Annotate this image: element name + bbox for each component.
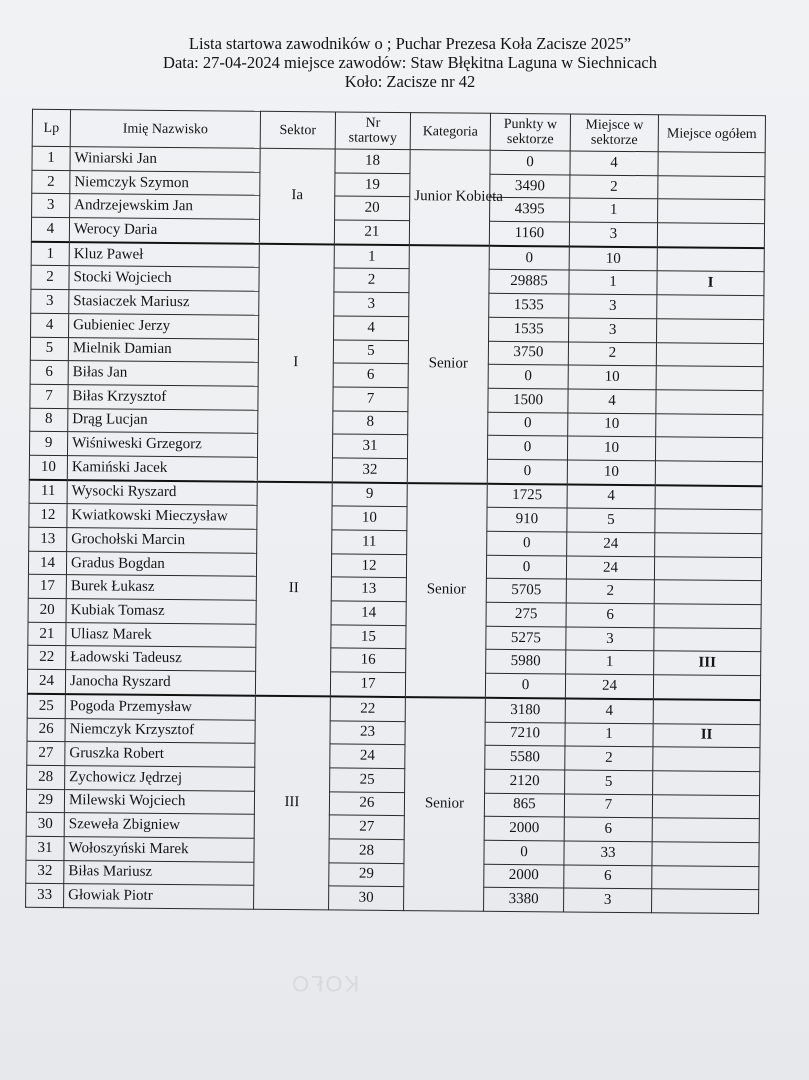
cell-lp: 10 bbox=[29, 455, 67, 480]
cell-place-overall bbox=[655, 485, 762, 510]
cell-lp: 13 bbox=[29, 527, 67, 551]
cell-name: Mielnik Damian bbox=[68, 337, 258, 362]
cell-lp: 20 bbox=[28, 598, 66, 622]
cell-place-overall bbox=[654, 580, 761, 605]
cell-name: Janocha Ryszard bbox=[65, 670, 255, 696]
cell-place-overall: I bbox=[657, 271, 764, 296]
cell-place-sector: 24 bbox=[566, 556, 654, 580]
cell-name: Gubieniec Jerzy bbox=[69, 313, 259, 338]
cell-points: 5580 bbox=[485, 745, 565, 769]
cell-number: 16 bbox=[331, 648, 406, 672]
cell-place-sector: 7 bbox=[564, 794, 652, 818]
cell-name: Winiarski Jan bbox=[70, 147, 260, 172]
cell-name: Uliasz Marek bbox=[66, 622, 256, 647]
cell-place-sector: 5 bbox=[567, 508, 655, 532]
cell-place-overall bbox=[652, 794, 759, 819]
cell-place-overall bbox=[655, 509, 762, 534]
cell-points: 1535 bbox=[489, 317, 569, 341]
cell-place-overall bbox=[653, 747, 760, 772]
cell-place-overall bbox=[658, 175, 765, 200]
header-club: Koło: Zacisze nr 42 bbox=[344, 72, 476, 91]
cell-place-overall bbox=[656, 366, 763, 391]
cell-place-sector: 24 bbox=[565, 674, 653, 699]
cell-number: 19 bbox=[335, 173, 410, 197]
cell-name: Stocki Wojciech bbox=[69, 266, 259, 291]
cell-number: 32 bbox=[332, 458, 407, 483]
cell-place-overall: II bbox=[653, 723, 760, 748]
cell-number: 15 bbox=[331, 625, 406, 649]
cell-place-overall bbox=[652, 818, 759, 843]
cell-number: 29 bbox=[329, 863, 404, 887]
cell-place-sector: 5 bbox=[565, 770, 653, 794]
cell-lp: 3 bbox=[31, 289, 69, 313]
cell-place-sector: 3 bbox=[566, 627, 654, 651]
cell-place-overall bbox=[657, 247, 764, 272]
cell-points: 1500 bbox=[488, 388, 568, 412]
cell-place-sector: 1 bbox=[569, 270, 657, 294]
cell-lp: 22 bbox=[28, 646, 66, 670]
cell-place-sector: 4 bbox=[568, 389, 656, 413]
cell-sector: Ia bbox=[259, 148, 335, 244]
cell-points: 0 bbox=[488, 364, 568, 388]
cell-lp: 4 bbox=[31, 313, 69, 337]
cell-number: 24 bbox=[330, 744, 405, 768]
cell-lp: 28 bbox=[27, 765, 65, 789]
cell-lp: 7 bbox=[30, 384, 68, 408]
cell-place-sector: 2 bbox=[568, 341, 656, 365]
cell-place-sector: 3 bbox=[569, 222, 657, 247]
cell-points: 0 bbox=[486, 555, 566, 579]
cell-lp: 21 bbox=[28, 622, 66, 646]
cell-name: Głowiak Piotr bbox=[64, 884, 254, 909]
cell-name: Werocy Daria bbox=[69, 218, 259, 244]
cell-name: Kamiński Jacek bbox=[67, 456, 257, 482]
table-body bbox=[26, 146, 766, 913]
cell-lp: 6 bbox=[30, 360, 68, 384]
cell-number: 26 bbox=[329, 791, 404, 815]
cell-points: 5705 bbox=[486, 579, 566, 603]
cell-name: Biłas Krzysztof bbox=[68, 384, 258, 409]
cell-name: Milewski Wojciech bbox=[64, 789, 254, 814]
cell-place-overall bbox=[656, 413, 763, 438]
cell-place-sector: 2 bbox=[570, 175, 658, 199]
cell-number: 2 bbox=[334, 268, 409, 292]
col-header-lp: Lp bbox=[32, 109, 70, 146]
cell-number: 3 bbox=[334, 292, 409, 316]
cell-name: Wiśniweski Grzegorz bbox=[67, 432, 257, 457]
cell-number: 4 bbox=[334, 316, 409, 340]
cell-name: Wysocki Ryszard bbox=[67, 480, 257, 506]
cell-number: 25 bbox=[330, 768, 405, 792]
cell-points: 3490 bbox=[490, 174, 570, 198]
cell-number: 6 bbox=[333, 363, 408, 387]
cell-points: 3750 bbox=[488, 341, 568, 365]
col-header-place-sector: Miejsce w sektorze bbox=[570, 114, 658, 152]
cell-place-overall bbox=[655, 437, 762, 462]
cell-number: 14 bbox=[331, 601, 406, 625]
cell-points: 3180 bbox=[485, 698, 565, 723]
cell-category: Senior bbox=[407, 245, 489, 484]
cell-points: 1535 bbox=[489, 293, 569, 317]
cell-number: 23 bbox=[330, 720, 405, 744]
cell-number: 18 bbox=[335, 149, 410, 173]
cell-name: Biłas Mariusz bbox=[64, 860, 254, 885]
cell-lp: 17 bbox=[28, 575, 66, 599]
cell-place-sector: 1 bbox=[565, 722, 653, 746]
col-header-place-overall: Miejsce ogółem bbox=[658, 115, 765, 153]
cell-lp: 27 bbox=[27, 741, 65, 765]
cell-lp: 2 bbox=[32, 170, 70, 194]
cell-points: 1160 bbox=[489, 221, 569, 246]
cell-lp: 31 bbox=[26, 836, 64, 860]
col-header-points: Punkty w sektorze bbox=[490, 113, 570, 151]
cell-place-overall bbox=[655, 533, 762, 558]
cell-name: Niemczyk Krzysztof bbox=[65, 718, 255, 743]
cell-place-overall bbox=[656, 390, 763, 415]
cell-points: 5275 bbox=[486, 626, 566, 650]
cell-sector: II bbox=[255, 481, 332, 696]
cell-name: Stasiaczek Mariusz bbox=[69, 290, 259, 315]
cell-place-overall bbox=[655, 461, 762, 486]
cell-lp: 1 bbox=[32, 146, 70, 170]
cell-lp: 26 bbox=[27, 718, 65, 742]
cell-name: Gradus Bogdan bbox=[66, 551, 256, 576]
cell-lp: 29 bbox=[26, 789, 64, 813]
cell-lp: 14 bbox=[28, 551, 66, 575]
cell-lp: 2 bbox=[31, 266, 69, 290]
cell-name: Pogoda Przemysław bbox=[65, 694, 255, 720]
cell-place-sector: 1 bbox=[570, 198, 658, 222]
cell-points: 0 bbox=[489, 246, 569, 271]
cell-lp: 8 bbox=[30, 408, 68, 432]
cell-name: Kluz Paweł bbox=[69, 242, 259, 268]
header-title: Lista startowa zawodników o ; Puchar Prezesa Koła Zacisze 2025” bbox=[188, 34, 632, 53]
cell-place-sector: 6 bbox=[564, 865, 652, 889]
cell-place-sector: 10 bbox=[567, 460, 655, 485]
cell-lp: 1 bbox=[31, 242, 69, 267]
cell-category: Senior bbox=[405, 483, 487, 698]
cell-lp: 30 bbox=[26, 813, 64, 837]
cell-number: 10 bbox=[332, 506, 407, 530]
cell-place-sector: 2 bbox=[566, 579, 654, 603]
cell-place-overall: III bbox=[654, 651, 761, 676]
cell-lp: 5 bbox=[30, 337, 68, 361]
cell-lp: 25 bbox=[27, 694, 65, 719]
table-header-row bbox=[32, 109, 765, 152]
cell-number: 22 bbox=[330, 696, 405, 721]
cell-number: 28 bbox=[329, 839, 404, 863]
cell-name: Kwiatkowski Mieczysław bbox=[67, 504, 257, 529]
cell-place-overall bbox=[653, 675, 760, 700]
header-date-location: Data: 27-04-2024 miejsce zawodów: Staw Błękitna Laguna w Siechnicach bbox=[163, 53, 657, 72]
cell-place-sector: 10 bbox=[567, 436, 655, 460]
cell-points: 0 bbox=[485, 673, 565, 698]
cell-place-sector: 3 bbox=[564, 888, 652, 912]
cell-sector: III bbox=[254, 696, 331, 910]
cell-points: 1725 bbox=[487, 483, 567, 508]
cell-place-sector: 33 bbox=[564, 841, 652, 865]
cell-place-overall bbox=[652, 865, 759, 890]
cell-name: Drąg Lucjan bbox=[68, 408, 258, 433]
cell-category: Junior Kobieta bbox=[409, 150, 490, 246]
cell-points: 910 bbox=[487, 508, 567, 532]
cell-number: 17 bbox=[330, 672, 405, 697]
cell-place-overall bbox=[652, 889, 759, 914]
cell-lp: 12 bbox=[29, 504, 67, 528]
cell-name: Zychowicz Jędrzej bbox=[65, 765, 255, 790]
cell-place-sector: 24 bbox=[567, 532, 655, 556]
col-header-sector: Sektor bbox=[260, 111, 335, 149]
cell-lp: 11 bbox=[29, 479, 67, 504]
cell-place-sector: 4 bbox=[567, 484, 655, 509]
cell-place-overall bbox=[657, 295, 764, 320]
start-list-table bbox=[25, 109, 766, 914]
cell-lp: 4 bbox=[31, 217, 69, 242]
cell-points: 7210 bbox=[485, 722, 565, 746]
cell-place-overall bbox=[657, 319, 764, 344]
cell-name: Kubiak Tomasz bbox=[66, 599, 256, 624]
cell-lp: 24 bbox=[27, 669, 65, 694]
cell-name: Wołoszyński Marek bbox=[64, 837, 254, 862]
cell-name: Grochołski Marcin bbox=[67, 528, 257, 553]
cell-name: Szeweła Zbigniew bbox=[64, 813, 254, 838]
cell-place-overall bbox=[653, 699, 760, 724]
cell-place-overall bbox=[654, 556, 761, 581]
col-header-category: Kategoria bbox=[410, 113, 490, 151]
cell-number: 30 bbox=[329, 886, 404, 910]
cell-sector: I bbox=[257, 244, 334, 483]
cell-place-overall bbox=[653, 771, 760, 796]
cell-place-overall bbox=[652, 842, 759, 867]
cell-number: 1 bbox=[334, 244, 409, 269]
cell-number: 11 bbox=[332, 530, 407, 554]
cell-number: 12 bbox=[331, 554, 406, 578]
cell-name: Niemczyk Szymon bbox=[70, 170, 260, 195]
cell-name: Ładowski Tadeusz bbox=[66, 646, 256, 671]
col-header-name: Imię Nazwisko bbox=[70, 110, 260, 149]
cell-points: 0 bbox=[487, 531, 567, 555]
cell-number: 21 bbox=[334, 220, 409, 245]
cell-points: 2120 bbox=[485, 769, 565, 793]
cell-place-sector: 10 bbox=[569, 246, 657, 271]
cell-name: Gruszka Robert bbox=[65, 742, 255, 767]
cell-place-sector: 6 bbox=[564, 817, 652, 841]
bleed-through-watermark: KOŁO bbox=[290, 971, 360, 996]
cell-points: 865 bbox=[484, 793, 564, 817]
document-header bbox=[60, 34, 760, 91]
cell-place-sector: 10 bbox=[568, 413, 656, 437]
cell-points: 5980 bbox=[486, 650, 566, 674]
cell-place-overall bbox=[657, 223, 764, 248]
cell-place-overall bbox=[654, 627, 761, 652]
cell-number: 31 bbox=[332, 434, 407, 458]
cell-number: 13 bbox=[331, 577, 406, 601]
cell-place-overall bbox=[654, 604, 761, 629]
cell-place-overall bbox=[656, 342, 763, 367]
cell-category: Senior bbox=[404, 697, 486, 911]
cell-place-sector: 2 bbox=[565, 746, 653, 770]
cell-points: 29885 bbox=[489, 270, 569, 294]
cell-points: 275 bbox=[486, 602, 566, 626]
cell-place-sector: 3 bbox=[569, 318, 657, 342]
cell-points: 0 bbox=[484, 840, 564, 864]
cell-place-overall bbox=[658, 199, 765, 224]
cell-number: 9 bbox=[332, 482, 407, 507]
cell-place-sector: 10 bbox=[568, 365, 656, 389]
cell-points: 0 bbox=[487, 459, 567, 484]
cell-place-sector: 3 bbox=[569, 294, 657, 318]
cell-lp: 3 bbox=[32, 194, 70, 218]
cell-points: 3380 bbox=[484, 888, 564, 912]
cell-number: 8 bbox=[333, 410, 408, 434]
cell-name: Burek Łukasz bbox=[66, 575, 256, 600]
cell-points: 0 bbox=[487, 436, 567, 460]
cell-points: 2000 bbox=[484, 864, 564, 888]
cell-place-sector: 4 bbox=[570, 151, 658, 175]
cell-lp: 33 bbox=[26, 884, 64, 908]
cell-place-overall bbox=[658, 152, 765, 177]
col-header-number: Nr startowy bbox=[335, 112, 410, 150]
cell-number: 5 bbox=[333, 339, 408, 363]
cell-name: Biłas Jan bbox=[68, 361, 258, 386]
cell-lp: 9 bbox=[29, 432, 67, 456]
cell-points: 0 bbox=[490, 150, 570, 174]
cell-place-sector: 4 bbox=[565, 698, 653, 723]
cell-number: 20 bbox=[335, 196, 410, 220]
cell-lp: 32 bbox=[26, 860, 64, 884]
cell-points: 4395 bbox=[490, 198, 570, 222]
cell-number: 7 bbox=[333, 387, 408, 411]
cell-number: 27 bbox=[329, 815, 404, 839]
cell-place-sector: 6 bbox=[566, 603, 654, 627]
cell-points: 0 bbox=[488, 412, 568, 436]
table-row bbox=[26, 884, 759, 914]
cell-place-sector: 1 bbox=[566, 650, 654, 674]
cell-name: Andrzejewskim Jan bbox=[70, 194, 260, 219]
cell-points: 2000 bbox=[484, 817, 564, 841]
